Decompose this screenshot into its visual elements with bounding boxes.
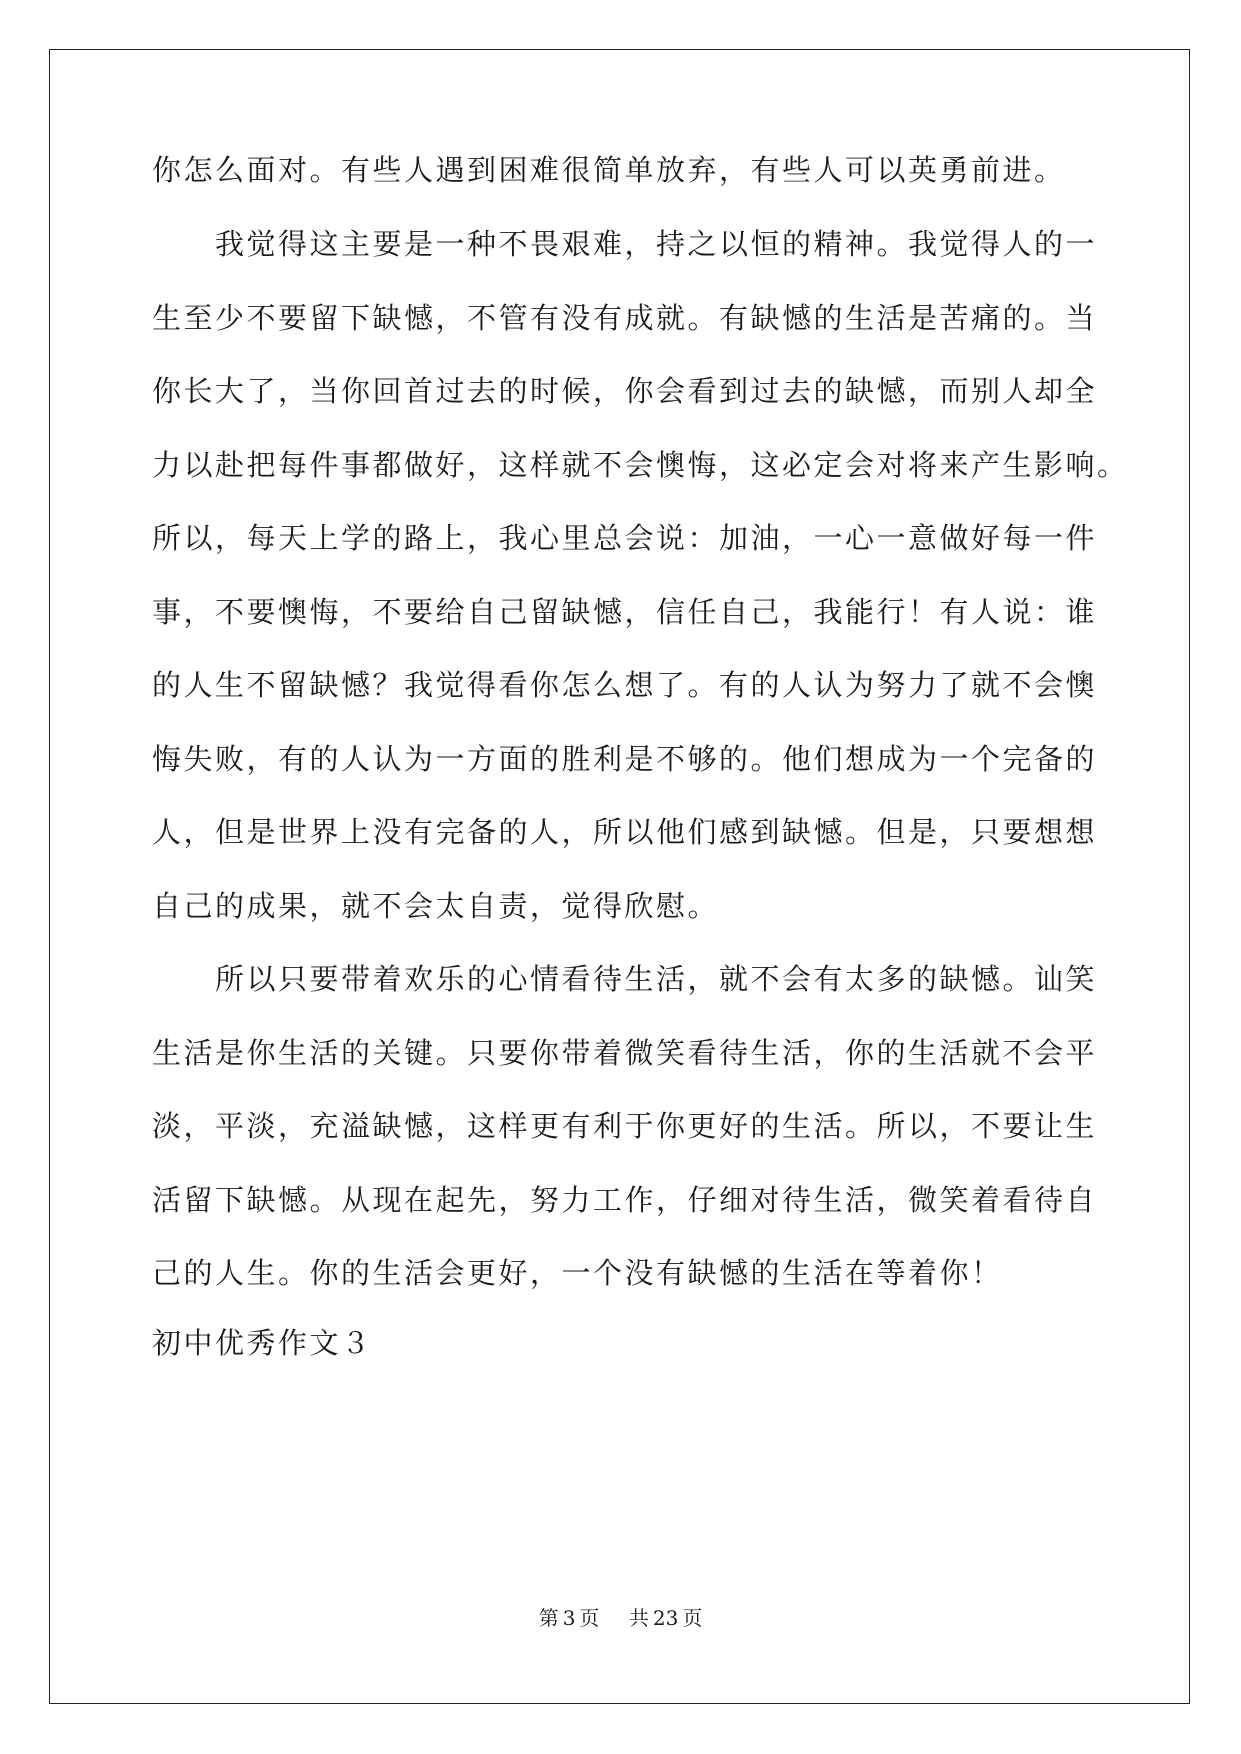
- paragraph-line: 力以赴把每件事都做好，这样就不会懊悔，这必定会对将来产生影响。: [152, 448, 1129, 482]
- paragraph-line: 生至少不要留下缺憾，不管有没有成就。有缺憾的生活是苦痛的。当: [152, 301, 1098, 335]
- total-suffix: 页: [682, 1606, 703, 1630]
- paragraph-line: 的人生不留缺憾？我觉得看你怎么想了。有的人认为努力了就不会懊: [152, 668, 1098, 702]
- paragraph-line: 你怎么面对。有些人遇到困难很简单放弃，有些人可以英勇前进。: [152, 153, 1066, 187]
- total-prefix: 共: [628, 1606, 649, 1630]
- paragraph-line: 悔失败，有的人认为一方面的胜利是不够的。他们想成为一个完备的: [152, 742, 1098, 776]
- paragraph-line: 自己的成果，就不会太自责，觉得欣慰。: [152, 889, 720, 923]
- page-suffix: 页: [579, 1606, 600, 1630]
- paragraph-line: 活留下缺憾。从现在起先，努力工作，仔细对待生活，微笑着看待自: [152, 1183, 1098, 1217]
- paragraph-line: 事，不要懊悔，不要给自己留缺憾，信任自己，我能行！有人说：谁: [152, 595, 1098, 629]
- total-pages: 23: [652, 1606, 679, 1630]
- paragraph-line: 你长大了，当你回首过去的时候，你会看到过去的缺憾，而别人却全: [152, 374, 1098, 408]
- page-number: 3: [562, 1606, 576, 1630]
- section-heading: 初中优秀作文３: [152, 1326, 373, 1360]
- paragraph-line: 人，但是世界上没有完备的人，所以他们感到缺憾。但是，只要想想: [152, 815, 1098, 849]
- page-footer: [0, 1604, 1241, 1632]
- paragraph-line: 我觉得这主要是一种不畏艰难，持之以恒的精神。我觉得人的一: [152, 227, 1098, 261]
- paragraph-line: 所以只要带着欢乐的心情看待生活，就不会有太多的缺憾。讪笑: [152, 962, 1098, 996]
- paragraph-line: 淡，平淡，充溢缺憾，这样更有利于你更好的生活。所以，不要让生: [152, 1109, 1098, 1143]
- page-prefix: 第: [538, 1606, 559, 1630]
- paragraph-line: 所以，每天上学的路上，我心里总会说：加油，一心一意做好每一件: [152, 521, 1098, 555]
- paragraph-line: 己的人生。你的生活会更好，一个没有缺憾的生活在等着你！: [152, 1256, 1003, 1290]
- paragraph-line: 生活是你生活的关键。只要你带着微笑看待生活，你的生活就不会平: [152, 1036, 1098, 1070]
